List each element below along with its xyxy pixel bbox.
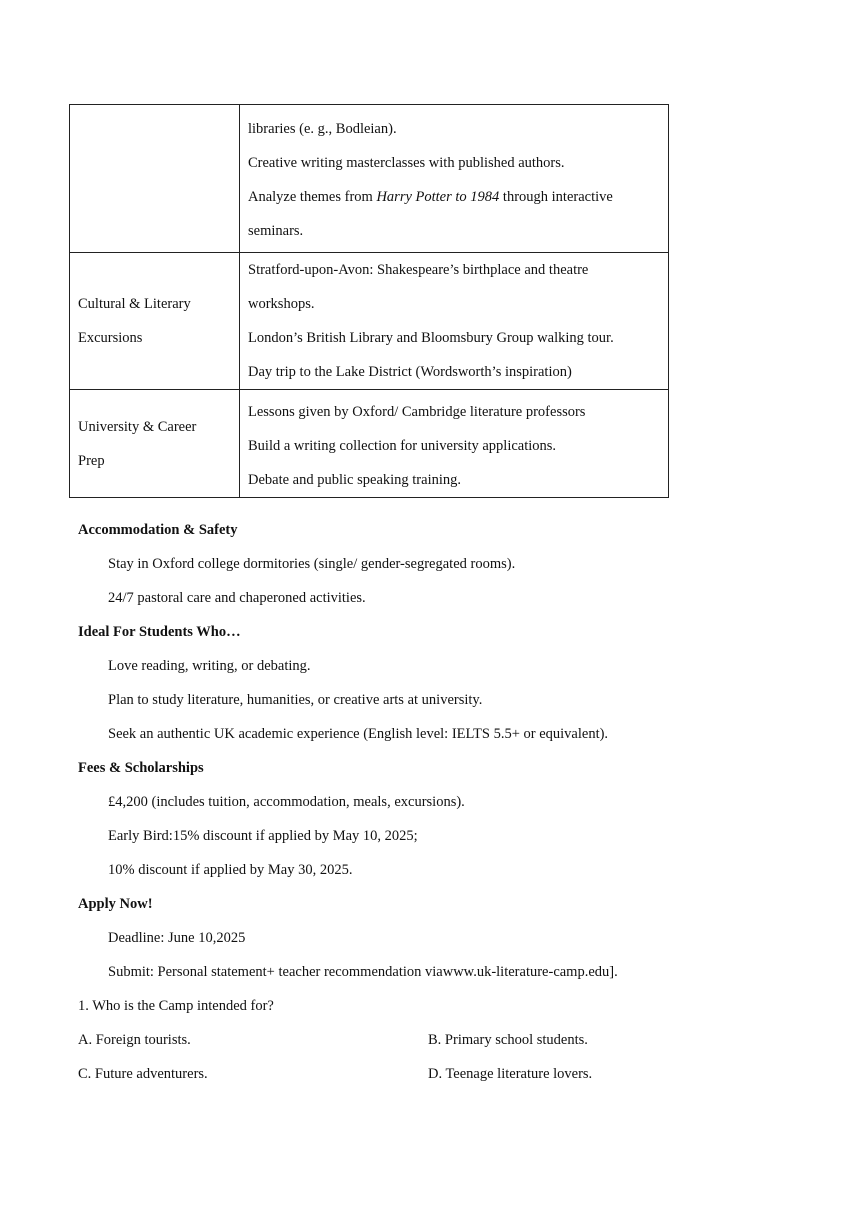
option-c: C. Future adventurers. [78,1066,208,1082]
row-label-line: University & Career [78,418,197,435]
section-item: Plan to study literature, humanities, or creative arts at university. [108,692,483,708]
section-item: 10% discount if applied by May 30, 2025. [108,862,353,878]
table-row [70,390,669,498]
question-stem: 1. Who is the Camp intended for? [78,998,274,1014]
section-heading-apply: Apply Now! [78,896,153,912]
table-row [70,253,669,390]
section-item: Love reading, writing, or debating. [108,658,311,674]
content-line: Creative writing masterclasses with published authors. [248,155,565,171]
content-line: Debate and public speaking training. [248,472,462,488]
section-item: £4,200 (includes tuition, accommodation, meals, excursions). [108,794,465,810]
row-label-cell [70,253,240,390]
section-item: Submit: Personal statement+ teacher recommendation viawww.uk-literature-camp.edu]. [108,964,618,980]
section-heading-accommodation: Accommodation & Safety [78,522,238,538]
row-content-cell [240,105,669,253]
option-d: D. Teenage literature lovers. [428,1066,593,1082]
section-item: Stay in Oxford college dormitories (single/ gender-segregated rooms). [108,556,516,572]
content-line: Build a writing collection for university applications. [248,438,557,454]
content-line: workshops. [248,296,315,312]
analyze-text: Analyze themes from [248,189,377,205]
section-heading-ideal: Ideal For Students Who… [78,624,241,640]
book-titles: Harry Potter to 1984 [376,189,500,205]
row-content-cell [240,253,669,390]
content-line: libraries (e. g., Bodleian). [248,121,397,137]
content-line: Lessons given by Oxford/ Cambridge literature professors [248,404,586,420]
section-item: Seek an authentic UK academic experience (English level: IELTS 5.5+ or equivalent). [108,726,609,742]
content-line [248,180,660,214]
content-line: Stratford-upon-Avon: Shakespeare’s birthplace and theatre [248,262,589,278]
row-label-cell [70,105,240,253]
body-text [78,513,778,1091]
options-row [78,1057,778,1091]
row-label-line: Excursions [78,330,143,346]
row-content-cell [240,390,669,498]
row-label-cell [70,390,240,498]
section-item: 24/7 pastoral care and chaperoned activities. [108,590,366,606]
content-line: Day trip to the Lake District (Wordsworth’s inspiration) [248,364,572,380]
content-line: seminars. [248,223,304,239]
row-label-line: Cultural & Literary [78,296,191,312]
section-heading-fees: Fees & Scholarships [78,760,204,776]
program-table [69,104,669,498]
section-item: Deadline: June 10,2025 [108,930,246,946]
options-row [78,1023,778,1057]
option-a: A. Foreign tourists. [78,1032,191,1048]
content-line: London’s British Library and Bloomsbury Group walking tour. [248,330,614,346]
row-label-line: Prep [78,452,105,469]
option-b: B. Primary school students. [428,1032,588,1048]
section-item: Early Bird:15% discount if applied by May 10, 2025; [108,828,418,844]
table-row [70,105,669,253]
analyze-text-end: through interactive [499,189,613,205]
